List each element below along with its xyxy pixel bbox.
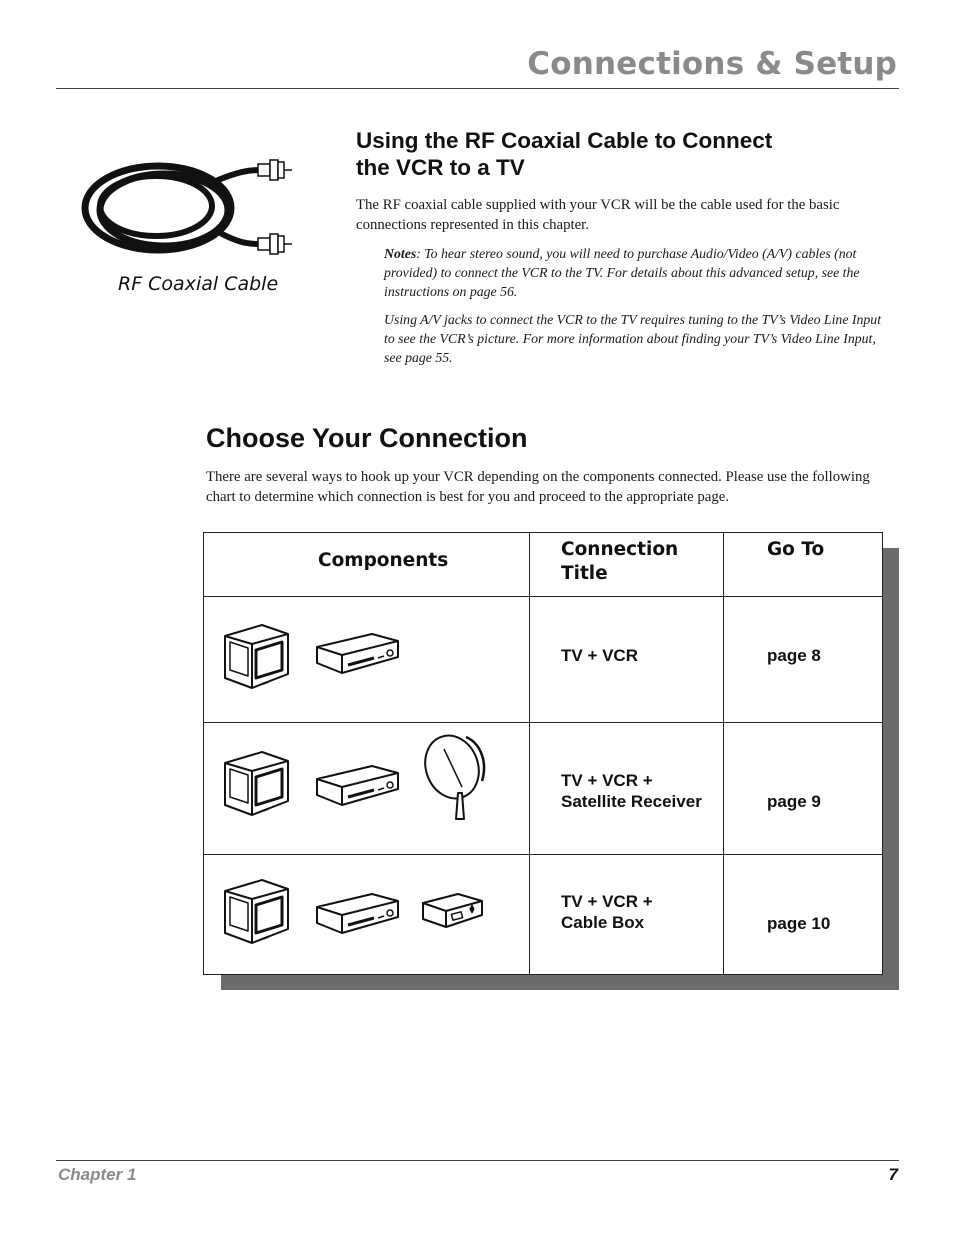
figure-caption: RF Coaxial Cable (118, 273, 279, 295)
note-text: : To hear stereo sound, you will need to purchase Audio/Video (A/V) cables (not provided) to connect the VCR to the TV. For details about this advanced setup, see the instructions on page 56. (384, 246, 860, 299)
intro-paragraph: The RF coaxial cable supplied with your VCR will be the cable used for the basic connections represented in this chapter. (356, 197, 840, 233)
rf-coaxial-cable-illustration (78, 150, 298, 265)
choose-paragraph: There are several ways to hook up your VCR depending on the components connected. Please use the following chart to determine which connection is best for you and proceed to the appropriate page. (206, 469, 870, 505)
section-heading (356, 127, 876, 181)
column-divider (723, 533, 724, 974)
footer-page-number: 7 (888, 1165, 898, 1184)
satellite-dish-icon (422, 731, 492, 823)
vcr-icon (314, 763, 400, 811)
header-connection-title (561, 538, 678, 586)
section-heading-line: Using the RF Coaxial Cable to Connect (356, 128, 773, 153)
tv-icon (222, 622, 292, 694)
cable-box-icon (420, 891, 484, 931)
choose-heading: Choose Your Connection (206, 423, 528, 453)
page-reference: page 10 (767, 914, 831, 933)
header-go-to: Go To (767, 539, 825, 560)
row-divider (204, 596, 882, 597)
column-divider (529, 533, 530, 974)
header-line: Title (561, 563, 608, 584)
footer-chapter: Chapter 1 (58, 1165, 137, 1184)
footer-divider (56, 1160, 899, 1161)
header-components: Components (318, 550, 449, 571)
connection-title-line: Cable Box (561, 913, 645, 932)
tv-icon (222, 749, 292, 821)
connection-title-line: Satellite Receiver (561, 792, 702, 811)
page-header-title: Connections & Setup (527, 46, 897, 82)
connection-title (561, 891, 653, 933)
connection-title: TV + VCR (561, 646, 638, 665)
row-divider (204, 722, 882, 723)
page-reference: page 8 (767, 646, 821, 665)
connection-title-line: TV + VCR + (561, 771, 653, 790)
note-paragraph: Using A/V jacks to connect the VCR to the TV requires tuning to the TV’s Video Line Input to see the VCR’s picture. For more information about finding your TV’s Video Line Input, see page 55. (384, 312, 882, 365)
connection-table (203, 532, 883, 975)
page-reference: page 9 (767, 792, 821, 811)
header-divider (56, 88, 899, 89)
note-label: Notes (384, 246, 417, 261)
section-heading-line: the VCR to a TV (356, 155, 525, 180)
connection-title-line: TV + VCR + (561, 892, 653, 911)
vcr-icon (314, 631, 400, 679)
vcr-icon (314, 891, 400, 939)
tv-icon (222, 877, 292, 949)
row-divider (204, 854, 882, 855)
connection-title (561, 770, 702, 812)
note-paragraph (384, 244, 889, 301)
header-line: Connection (561, 539, 679, 560)
